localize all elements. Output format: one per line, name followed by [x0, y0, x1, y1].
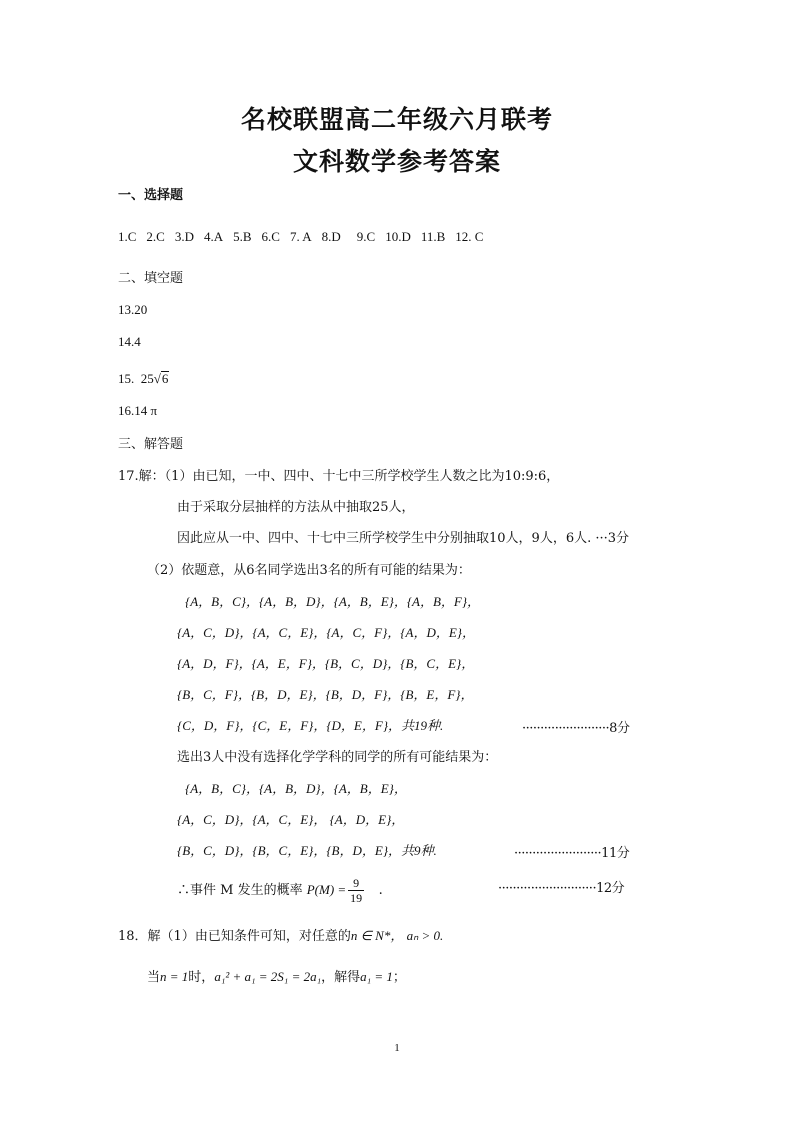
score-12: ···························12分: [498, 881, 625, 896]
answer-15: 15. 25√6: [118, 371, 169, 386]
q17-sets-row-3: {A，D，F}，{A，E，F}，{B，C，D}，{B，C，E}，: [177, 656, 475, 671]
answer-12: 12. C: [455, 229, 484, 244]
q17-line-3: 因此应从一中、四中、十七中三所学校学生中分别抽取10人，9人，6人. ···3分: [177, 531, 630, 546]
q17-sets-row-1: {A，B，C}，{A，B，D}，{A，B，E}，{A，B，F}，: [185, 594, 481, 609]
answer-7: 7. A: [289, 229, 312, 244]
q17-sets-row-7: {A，C，D}，{A，C，E}， {A，D，E}，: [177, 812, 405, 827]
q17-no-chem-intro: 选出3人中没有选择化学学科的同学的所有可能结果为：: [177, 750, 498, 765]
answer-14: 14.4: [118, 334, 141, 349]
answer-2: 2.C: [146, 229, 165, 244]
answer-5: 5.B: [233, 229, 252, 244]
sqrt-radicand: 6: [161, 371, 169, 386]
answer-1: 1.C: [118, 229, 137, 244]
answer-11: 11.B: [420, 229, 446, 244]
q17-line-1: 17.解：（1）由已知，一中、四中、十七中三所学校学生人数之比为10:9:6，: [118, 469, 560, 484]
answer-9: 9.C: [356, 229, 376, 244]
answer-6: 6.C: [261, 229, 280, 244]
q17-sets-row-4: {B，C，F}，{B，D，E}，{B，D，F}，{B，E，F}，: [177, 687, 474, 702]
probability-fraction: $\frac{9}{19}$: [350, 876, 363, 905]
section-heading-solution: 三、解答题: [118, 437, 184, 452]
q17-sets-row-5: {C，D，F}，{C，E，F}，{D，E，F}，共19种.: [177, 718, 444, 733]
answer-8: 8.D: [321, 229, 341, 244]
score-8: ························8分: [522, 721, 630, 736]
q18-line-2: 当n = 1时，a₁² + a₁ = 2S₁ = 2a₁，解得a₁ = 1；: [147, 969, 406, 985]
q17-probability: ∴事件 M 发生的概率 P(M) = $\frac{9}{19}$ .: [177, 876, 383, 905]
choice-answers: [118, 228, 493, 247]
q17-line-2: 由于采取分层抽样的方法从中抽取25人，: [177, 500, 415, 515]
q17-sets-row-2: {A，C，D}，{A，C，E}，{A，C，F}，{A，D，E}，: [177, 625, 475, 640]
answer-10: 10.D: [385, 229, 411, 244]
q17-part2-intro: （2）依题意，从6名同学选出3名的所有可能的结果为：: [147, 563, 471, 578]
document-subtitle: 文科数学参考答案: [292, 147, 501, 176]
section-heading-fill: 二、填空题: [118, 271, 184, 286]
section-heading-choice: 一、选择题: [118, 188, 184, 203]
page-number: 1: [394, 1042, 400, 1054]
q17-sets-row-6: {A，B，C}，{A，B，D}，{A，B，E}，: [185, 781, 407, 796]
answer-13: 13.20: [118, 302, 148, 317]
score-11: ························11分: [514, 846, 630, 861]
answer-4: 4.A: [203, 229, 224, 244]
document-title: 名校联盟高二年级六月联考: [240, 105, 553, 134]
q17-sets-row-8: {B，C，D}，{B，C，E}，{B，D，E}，共9种.: [177, 843, 437, 858]
q18-line-1: 18．解（1）由已知条件可知，对任意的n ∈ N*， aₙ > 0.: [118, 928, 444, 944]
answer-16: 16.14 π: [118, 403, 158, 418]
answer-3: 3.D: [174, 229, 194, 244]
